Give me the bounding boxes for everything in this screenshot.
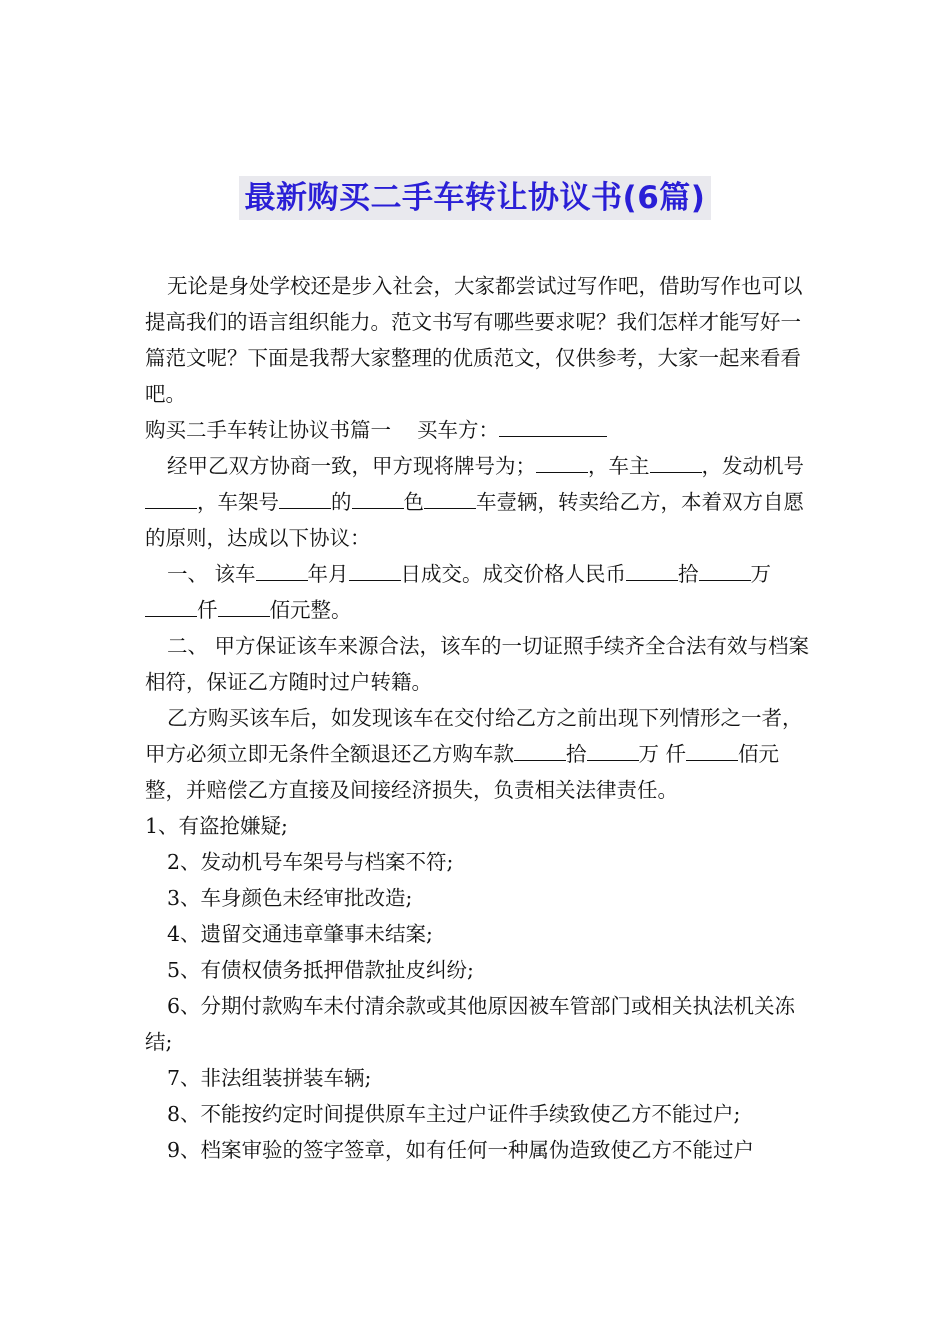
clause-1 [145,556,810,628]
refund-text-b: 拾 [566,742,587,766]
section-heading-line [145,412,810,448]
blank [699,560,751,581]
refund-paragraph [145,700,810,808]
buyer-label: 买车方： [417,418,499,442]
section-heading: 购买二手车转让协议书篇一 [145,418,391,442]
list-item: 9、档案审验的签字签章，如有任何一种属伪造致使乙方不能过户 [167,1138,755,1162]
list-item: 5、有债权债务抵押借款扯皮纠纷; [167,958,474,982]
clause1-text-a: 一、 该车 [167,562,256,586]
list-item: 1、有盗抢嫌疑; [145,814,288,838]
list-item: 4、遗留交通违章肇事未结案; [167,922,433,946]
blank [626,560,678,581]
blank [256,560,308,581]
blank [686,740,738,761]
list-item: 6、分期付款购车未付清余款或其他原因被车管部门或相关执法机关冻结; [145,994,796,1054]
blank [587,740,639,761]
plate-text-a: 经甲乙双方协商一致，甲方现将牌号为； [167,454,536,478]
clause1-text-g: 佰元整。 [269,598,352,622]
plate-paragraph [145,448,810,556]
blank [145,488,197,509]
blank [650,452,702,473]
plate-text-b: ，车主 [588,454,650,478]
blank [145,596,197,617]
blank [536,452,588,473]
blank [349,560,401,581]
refund-text-a: 乙方购买该车后，如发现该车在交付给乙方之前出现下列情形之一者，甲方必须立即无条件全额退还乙方购车款 [145,706,803,766]
list-item: 8、不能按约定时间提供原车主过户证件手续致使乙方不能过户; [167,1102,741,1126]
blank [424,488,476,509]
clause1-text-c: 日成交。成交价格人民币 [400,562,627,586]
title-container [0,176,950,220]
blank [218,596,270,617]
clause1-text-d: 拾 [678,562,699,586]
clause-2: 二、 甲方保证该车来源合法，该车的一切证照手续齐全合法有效与档案相符，保证乙方随时过户转籍。 [145,634,810,694]
blank [514,740,566,761]
blank [352,488,404,509]
plate-text-f: 色 [403,490,424,514]
plate-text-e: 的 [331,490,352,514]
blank [279,488,331,509]
intro-paragraph: 无论是身处学校还是步入社会，大家都尝试过写作吧，借助写作也可以提高我们的语言组织能力。范文书写有哪些要求呢？我们怎样才能写好一篇范文呢？下面是我帮大家整理的优质范文，仅供参考，大家一起来看看吧。 [145,274,803,406]
plate-text-c: ，发动机号 [701,454,804,478]
plate-text-g: 车壹辆，转卖给乙方，本着双方自愿的原则，达成以下协议： [145,490,804,550]
buyer-blank [499,416,607,437]
clause1-text-b: 年月 [307,562,349,586]
list-item: 2、发动机号车架号与档案不符; [167,850,454,874]
list-item: 7、非法组装拼装车辆; [167,1066,372,1090]
refund-text-d: 佰元整，并赔偿乙方直接及间接经济损失，负责相关法律责任。 [145,742,780,802]
refund-text-c: 万 仟 [638,742,687,766]
document-body [145,268,810,1168]
clause1-text-e: 万 [750,562,772,586]
clause1-text-f: 仟 [197,598,218,622]
document-title: 最新购买二手车转让协议书(6篇) [239,176,712,220]
plate-text-d: ，车架号 [197,490,279,514]
list-item: 3、车身颜色未经审批改造; [167,886,413,910]
